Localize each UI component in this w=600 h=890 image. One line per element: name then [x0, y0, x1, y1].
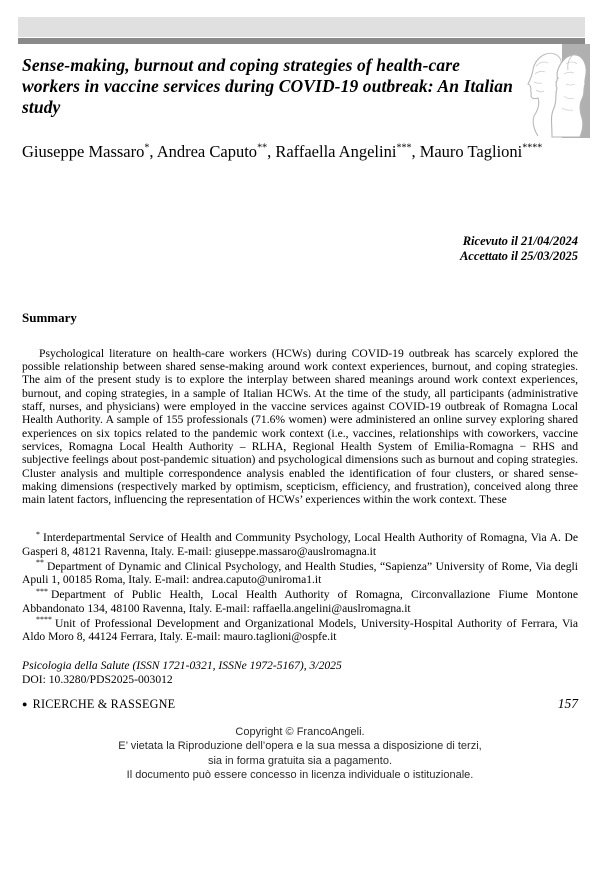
footnote [22, 587, 578, 616]
section-footer-row [22, 696, 578, 712]
footnote-marker: ** [36, 558, 44, 568]
footnote-text: Department of Public Health, Local Health Authority of Romagna, Circonvallazione Fiume Montone Abbandonato 134, 48100 Ravenna, Italy. E-mail: raffaella.angelini@auslromagna.it [22, 588, 578, 615]
copyright-line: E’ vietata la Riproduzione dell’opera e la sua messa a disposizione di terzi, [118, 740, 482, 753]
author-affiliation-mark: * [144, 142, 150, 154]
received-date: Ricevuto il 21/04/2024 [462, 234, 578, 249]
authors-line [22, 142, 562, 163]
copyright-line: Il documento può essere concesso in licenza individuale o istituzionale. [126, 768, 474, 781]
author-name: Mauro Taglioni [419, 141, 523, 161]
copyright-line: sia in forma gratuita sia a pagamento. [207, 754, 393, 767]
footnote-text: Unit of Professional Development and Organizational Models, University-Hospital Authority of Ferrara, Via Aldo Moro 8, 44124 Ferrara, Italy. E-mail: mauro.taglioni@ospfe.it [22, 616, 578, 644]
footnote-text: Department of Dynamic and Clinical Psychology, and Health Studies, “Sapienza” University of Rome, Via degli Apuli 1, 00185 Roma, Italy. E-mail: andrea.caputo@uniroma1.it [22, 559, 578, 587]
author-affiliation-mark: *** [396, 142, 412, 154]
footnote-marker: *** [36, 586, 48, 596]
section-bullet-icon: ● [22, 698, 28, 709]
author-affiliation-mark: **** [522, 142, 543, 154]
footnote-text: Interdepartmental Service of Health and Community Psychology, Local Health Authority of Romagna, Via A. De Gasperi 8, 48121 Ravenna, Italy. E-mail: giuseppe.massaro@auslromagna.it [22, 531, 578, 558]
abstract-text: Psychological literature on health-care workers (HCWs) during COVID-19 outbreak has scarcely explored the possible relationship between shared sense-making around work context experiences, burnout, and coping strategies. The aim of the present study is to explore the interplay between shared meanings around work context experiences, burnout, and coping strategies, in a sample of Italian HCWs. At the time of the study, all participants (administrative staff, nurses, and physicians) were employed in the vaccine services against COVID-19 outbreak of Romagna Local Health Authority. A sample of 155 professionals (71.6% women) were administered an online survey exploring shared experiences on six topics related to the pandemic work context (i.e., vaccines, relationships with coworkers, vaccine services, Romagna Local Health Authority – RLHA, Regional Health System of Emilia-Romagna − RHS and subjective feelings about post-pandemic situation) and psychological dimensions such as burnout and coping strategies. Cluster analysis and multiple correspondence analysis enabled the identification of four clusters, or shared sense-making dimensions (respectively marked by optimism, scepticism, efficiency, and frustration), conceived along three main latent factors, influencing the representation of HCWs’ experiences within the work context. These [22, 346, 578, 507]
copyright-notice [22, 725, 578, 782]
page-number: 157 [557, 695, 578, 711]
section-label-wrap [22, 697, 175, 712]
footnote-marker: **** [36, 615, 52, 625]
author-separator: , [149, 141, 157, 161]
author-separator: , [411, 141, 420, 161]
author-separator: , [267, 141, 276, 161]
journal-citation-block [22, 659, 578, 687]
footnote [22, 530, 578, 559]
footnote [22, 615, 578, 644]
page-content [22, 0, 578, 782]
article-title: Sense-making, burnout and coping strategies of health-care workers in vaccine services during COVID-19 outbreak: An Italian study [22, 55, 513, 118]
journal-issue-line: Psicologia della Salute (ISSN 1721-0321, ISSNe 1972-5167), 3/2025 [22, 658, 342, 672]
doi-line: DOI: 10.3280/PDS2025-003012 [22, 672, 173, 686]
footnote [22, 558, 578, 587]
submission-dates [22, 234, 578, 264]
accepted-date: Accettato il 25/03/2025 [459, 248, 578, 263]
section-label: RICERCHE & RASSEGNE [32, 696, 176, 711]
author-name: Giuseppe Massaro [22, 141, 145, 161]
copyright-line: Copyright © FrancoAngeli. [235, 725, 365, 738]
author-name: Andrea Caputo [156, 141, 258, 161]
footnote-marker: * [36, 529, 40, 539]
author-footnotes [22, 530, 578, 644]
author-affiliation-mark: ** [257, 142, 268, 154]
author-name: Raffaella Angelini [275, 141, 397, 161]
summary-heading: Summary [22, 309, 77, 325]
